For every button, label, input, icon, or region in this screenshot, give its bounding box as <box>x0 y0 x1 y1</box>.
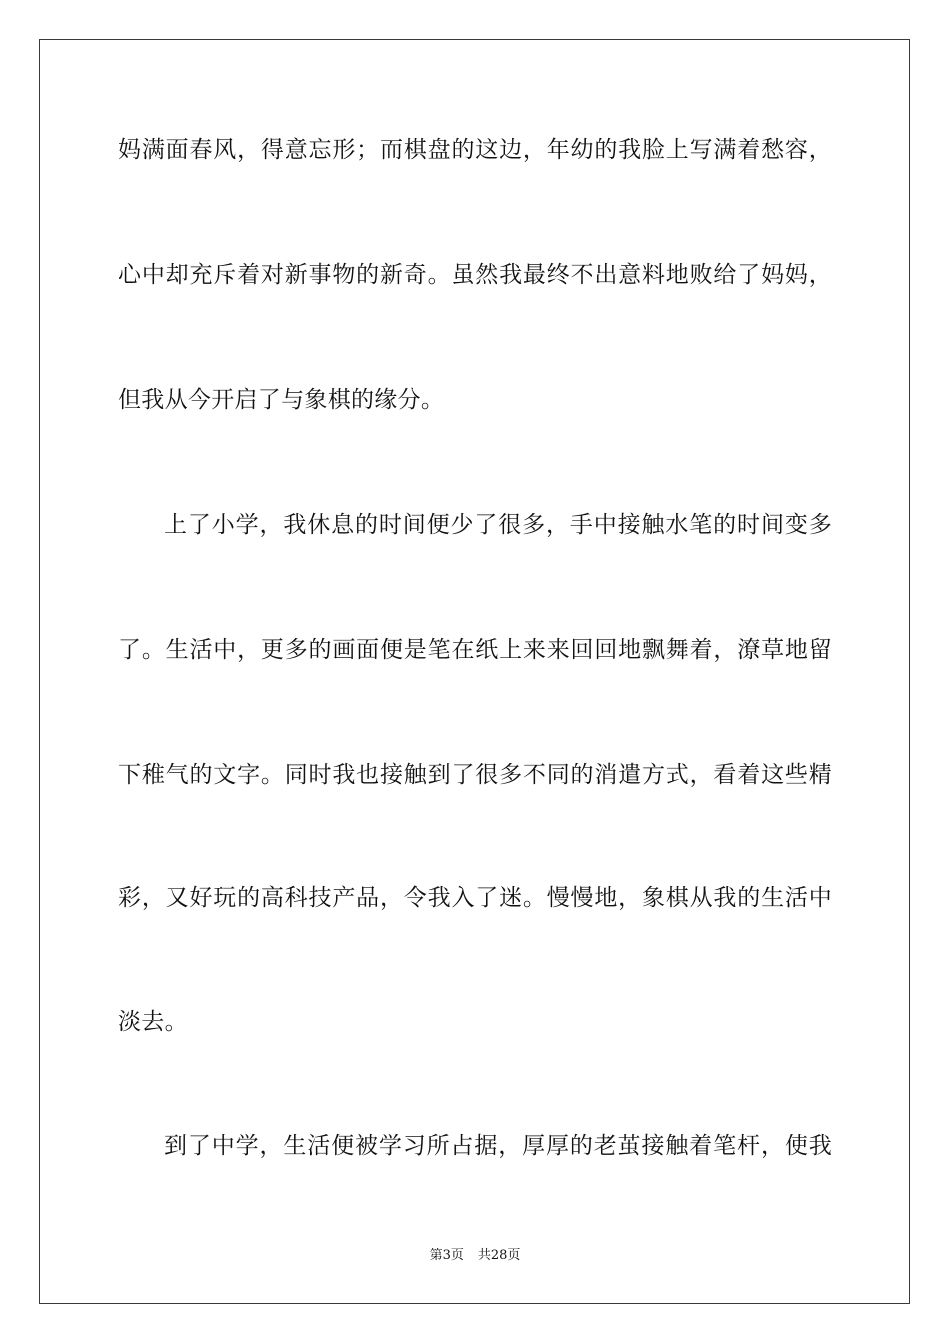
page-total: 共28页 <box>477 1248 521 1263</box>
page-footer <box>0 1246 950 1266</box>
page-border <box>39 39 910 1304</box>
text-line: 妈满面春风，得意忘形；而棋盘的这边，年幼的我脸上写满着愁容， <box>118 137 832 163</box>
text-line: 但我从今开启了与象棋的缘分。 <box>118 387 445 413</box>
text-line: 彩，又好玩的高科技产品，令我入了迷。慢慢地，象棋从我的生活中 <box>118 885 832 911</box>
text-line: 了。生活中，更多的画面便是笔在纸上来来回回地飘舞着，潦草地留 <box>118 637 832 663</box>
text-line: 心中却充斥着对新事物的新奇。虽然我最终不出意料地败给了妈妈， <box>118 262 832 288</box>
paragraph-first-line: 上了小学，我休息的时间便少了很多，手中接触水笔的时间变多 <box>164 512 832 538</box>
paragraph-first-line: 到了中学，生活便被学习所占据，厚厚的老茧接触着笔杆，使我 <box>164 1133 832 1159</box>
text-line: 淡去。 <box>118 1009 188 1035</box>
text-line: 下稚气的文字。同时我也接触到了很多不同的消遣方式，看着这些精 <box>118 762 832 788</box>
page-number: 第3页 <box>429 1248 464 1263</box>
